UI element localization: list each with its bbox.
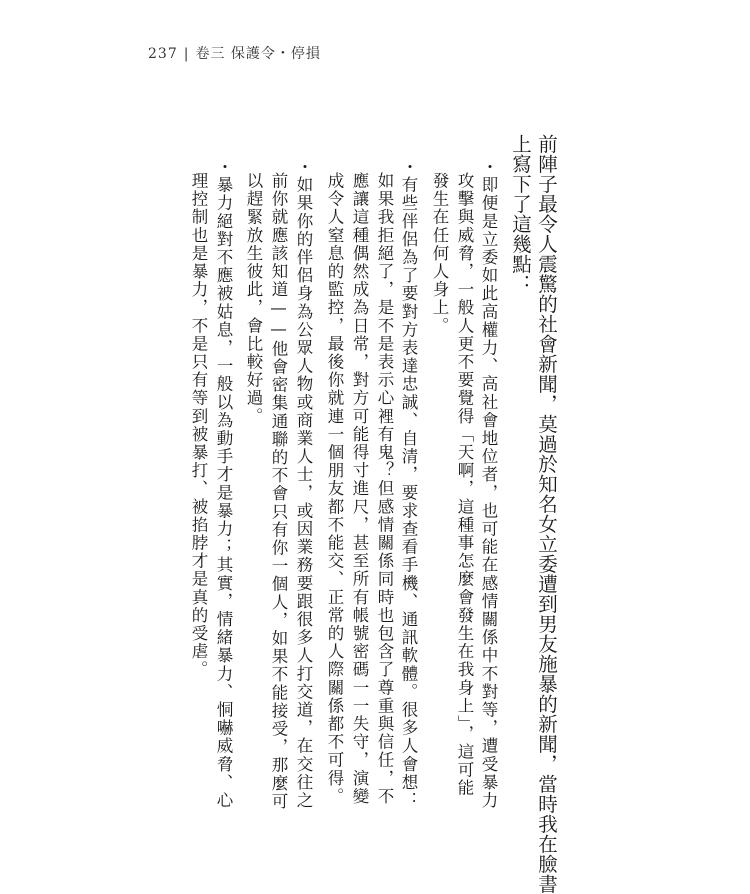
text-column-4: 攻擊與威脅，一般人更不要覺得「天啊，這種事怎麼會發生在我身上」，這可能 (455, 172, 474, 798)
text-column-13: ・暴力絕對不應被姑息，一般以為動手才是暴力；其實，情緒暴力、恫嚇威脅、心 (214, 158, 233, 810)
text-column-3: ・即便是立委如此高權力、高社會地位者，也可能在感情關係中不對等，遭受暴力 (479, 158, 498, 810)
running-title: 卷三 保護令・停損 (195, 46, 321, 62)
header-separator: | (183, 46, 190, 62)
text-column-5: 發生在任何人身上。 (430, 172, 449, 335)
text-column-7: 如果我拒絕了，是不是表示心裡有鬼？但感情關係同時也包含了尊重與信任，不 (375, 172, 394, 806)
text-column-14: 理控制也是暴力，不是只有等到被暴打、被掐脖才是真的受虐。 (189, 172, 208, 679)
text-column-10: ・如果你的伴侶身為公眾人物或商業人士，或因業務要跟很多人打交道，在交往之 (294, 158, 313, 810)
page-number: 237 (148, 46, 178, 62)
text-column-8: 應讓這種偶然成為日常，對方可能得寸進尺，甚至所有帳號密碼一一失守，演變 (350, 172, 369, 806)
running-header (148, 43, 321, 63)
text-column-6: ・有些伴侶為了要對方表達忠誠、自清，要求查看手機、通訊軟體。很多人會想： (399, 158, 418, 810)
text-column-12: 以趕緊放生彼此，會比較好過。 (244, 172, 263, 426)
text-column-1: 前陣子最令人震驚的社會新聞，莫過於知名女立委遭到男友施暴的新聞，當時我在臉書 (535, 134, 558, 894)
text-column-9: 成令人窒息的監控，最後你就連一個朋友都不能交、正常的人際關係都不可得。 (325, 172, 344, 806)
text-column-11: 前你就應該知道——他會密集通聯的不會只有你一個人，如果不能接受，那麼可 (269, 172, 288, 811)
text-column-2: 上寫下了這幾點： (509, 134, 532, 294)
